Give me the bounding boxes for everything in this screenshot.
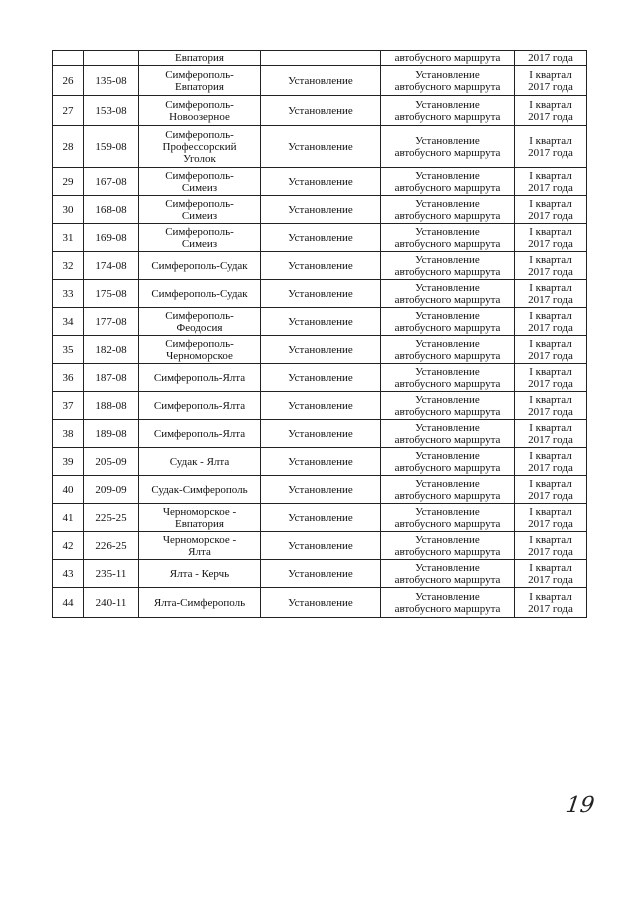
cell-deadline: I квартал 2017 года [515,588,587,618]
cell-route-code [84,51,139,66]
cell-route-name: Ялта - Керчь [139,560,261,588]
cell-action-description: Установление автобусного маршрута [381,560,515,588]
cell-route-name: Ялта-Симферополь [139,588,261,618]
cell-deadline: I квартал 2017 года [515,224,587,252]
cell-action: Установление [261,196,381,224]
cell-route-code: 175-08 [84,280,139,308]
cell-row-number: 43 [53,560,84,588]
cell-route-code: 240-11 [84,588,139,618]
cell-action-description: Установление автобусного маршрута [381,66,515,96]
cell-deadline: I квартал 2017 года [515,196,587,224]
table-row [53,126,587,168]
table-row-continuation [53,51,587,66]
cell-deadline: I квартал 2017 года [515,560,587,588]
cell-action: Установление [261,532,381,560]
table-row [53,364,587,392]
cell-route-name: Симферополь- Феодосия [139,308,261,336]
page-number: 19 [564,793,596,818]
cell-action-description: Установление автобусного маршрута [381,168,515,196]
cell-action-description: Установление автобусного маршрута [381,336,515,364]
routes-table-body [53,51,587,618]
cell-route-code: 182-08 [84,336,139,364]
cell-route-name: Симферополь- Черноморское [139,336,261,364]
cell-row-number: 29 [53,168,84,196]
table-row [53,476,587,504]
table-row [53,336,587,364]
routes-table [52,50,587,618]
cell-route-name: Симферополь- Новоозерное [139,96,261,126]
table-row [53,280,587,308]
cell-deadline: I квартал 2017 года [515,448,587,476]
cell-deadline: I квартал 2017 года [515,504,587,532]
cell-action: Установление [261,126,381,168]
cell-route-name: Симферополь- Евпатория [139,66,261,96]
cell-action-description: Установление автобусного маршрута [381,308,515,336]
cell-action-description: Установление автобусного маршрута [381,532,515,560]
cell-deadline: I квартал 2017 года [515,420,587,448]
cell-route-name: Симферополь-Ялта [139,420,261,448]
table-row [53,560,587,588]
cell-action: Установление [261,420,381,448]
cell-action-description: Установление автобусного маршрута [381,96,515,126]
cell-route-code: 153-08 [84,96,139,126]
cell-deadline: I квартал 2017 года [515,364,587,392]
cell-action: Установление [261,392,381,420]
table-row [53,504,587,532]
cell-deadline: 2017 года [515,51,587,66]
cell-row-number: 37 [53,392,84,420]
cell-row-number: 35 [53,336,84,364]
cell-route-name: Симферополь- Симеиз [139,168,261,196]
cell-deadline: I квартал 2017 года [515,280,587,308]
cell-action-description: автобусного маршрута [381,51,515,66]
cell-row-number: 44 [53,588,84,618]
cell-row-number: 33 [53,280,84,308]
cell-action: Установление [261,504,381,532]
cell-action: Установление [261,448,381,476]
cell-route-name: Симферополь- Профессорский Уголок [139,126,261,168]
cell-route-code: 174-08 [84,252,139,280]
cell-route-name: Симферополь-Судак [139,280,261,308]
cell-row-number: 40 [53,476,84,504]
cell-row-number: 26 [53,66,84,96]
cell-route-code: 159-08 [84,126,139,168]
cell-row-number: 32 [53,252,84,280]
cell-action-description: Установление автобусного маршрута [381,126,515,168]
table-row [53,96,587,126]
cell-route-code: 205-09 [84,448,139,476]
cell-route-code: 209-09 [84,476,139,504]
cell-row-number [53,51,84,66]
cell-deadline: I квартал 2017 года [515,476,587,504]
cell-action-description: Установление автобусного маршрута [381,392,515,420]
cell-action: Установление [261,588,381,618]
cell-deadline: I квартал 2017 года [515,392,587,420]
cell-action-description: Установление автобусного маршрута [381,252,515,280]
cell-route-code: 177-08 [84,308,139,336]
cell-action [261,51,381,66]
cell-row-number: 38 [53,420,84,448]
cell-route-name: Симферополь-Судак [139,252,261,280]
cell-action: Установление [261,560,381,588]
cell-route-code: 168-08 [84,196,139,224]
cell-route-name: Симферополь-Ялта [139,364,261,392]
cell-route-name: Черноморское - Ялта [139,532,261,560]
cell-action: Установление [261,96,381,126]
cell-action-description: Установление автобусного маршрута [381,504,515,532]
cell-route-name: Судак - Ялта [139,448,261,476]
cell-action: Установление [261,66,381,96]
cell-action-description: Установление автобусного маршрута [381,280,515,308]
cell-deadline: I квартал 2017 года [515,336,587,364]
cell-action-description: Установление автобусного маршрута [381,196,515,224]
cell-action: Установление [261,224,381,252]
cell-deadline: I квартал 2017 года [515,532,587,560]
cell-action: Установление [261,476,381,504]
cell-action: Установление [261,168,381,196]
cell-route-name: Симферополь- Симеиз [139,196,261,224]
cell-action-description: Установление автобусного маршрута [381,588,515,618]
cell-row-number: 42 [53,532,84,560]
cell-route-code: 226-25 [84,532,139,560]
cell-action: Установление [261,364,381,392]
cell-action: Установление [261,280,381,308]
cell-row-number: 36 [53,364,84,392]
cell-action: Установление [261,308,381,336]
cell-row-number: 39 [53,448,84,476]
table-row [53,196,587,224]
cell-row-number: 41 [53,504,84,532]
table-row [53,252,587,280]
cell-route-name: Черноморское - Евпатория [139,504,261,532]
cell-deadline: I квартал 2017 года [515,96,587,126]
cell-action: Установление [261,252,381,280]
cell-route-code: 167-08 [84,168,139,196]
cell-deadline: I квартал 2017 года [515,66,587,96]
cell-action-description: Установление автобусного маршрута [381,224,515,252]
cell-action-description: Установление автобусного маршрута [381,420,515,448]
table-row [53,168,587,196]
cell-route-code: 225-25 [84,504,139,532]
table-row [53,66,587,96]
table-row [53,392,587,420]
table-row [53,588,587,618]
cell-row-number: 28 [53,126,84,168]
table-row [53,532,587,560]
cell-route-name: Симферополь-Ялта [139,392,261,420]
cell-action: Установление [261,336,381,364]
cell-deadline: I квартал 2017 года [515,126,587,168]
cell-deadline: I квартал 2017 года [515,308,587,336]
cell-route-code: 135-08 [84,66,139,96]
cell-action-description: Установление автобусного маршрута [381,448,515,476]
cell-deadline: I квартал 2017 года [515,168,587,196]
cell-row-number: 30 [53,196,84,224]
cell-row-number: 27 [53,96,84,126]
table-row [53,420,587,448]
cell-route-name: Симферополь- Симеиз [139,224,261,252]
cell-route-name: Судак-Симферополь [139,476,261,504]
cell-route-code: 169-08 [84,224,139,252]
cell-route-name: Евпатория [139,51,261,66]
table-row [53,448,587,476]
table-row [53,224,587,252]
cell-route-code: 235-11 [84,560,139,588]
cell-action-description: Установление автобусного маршрута [381,476,515,504]
cell-route-code: 188-08 [84,392,139,420]
cell-row-number: 31 [53,224,84,252]
cell-route-code: 189-08 [84,420,139,448]
cell-route-code: 187-08 [84,364,139,392]
table-row [53,308,587,336]
cell-action-description: Установление автобусного маршрута [381,364,515,392]
cell-row-number: 34 [53,308,84,336]
cell-deadline: I квартал 2017 года [515,252,587,280]
